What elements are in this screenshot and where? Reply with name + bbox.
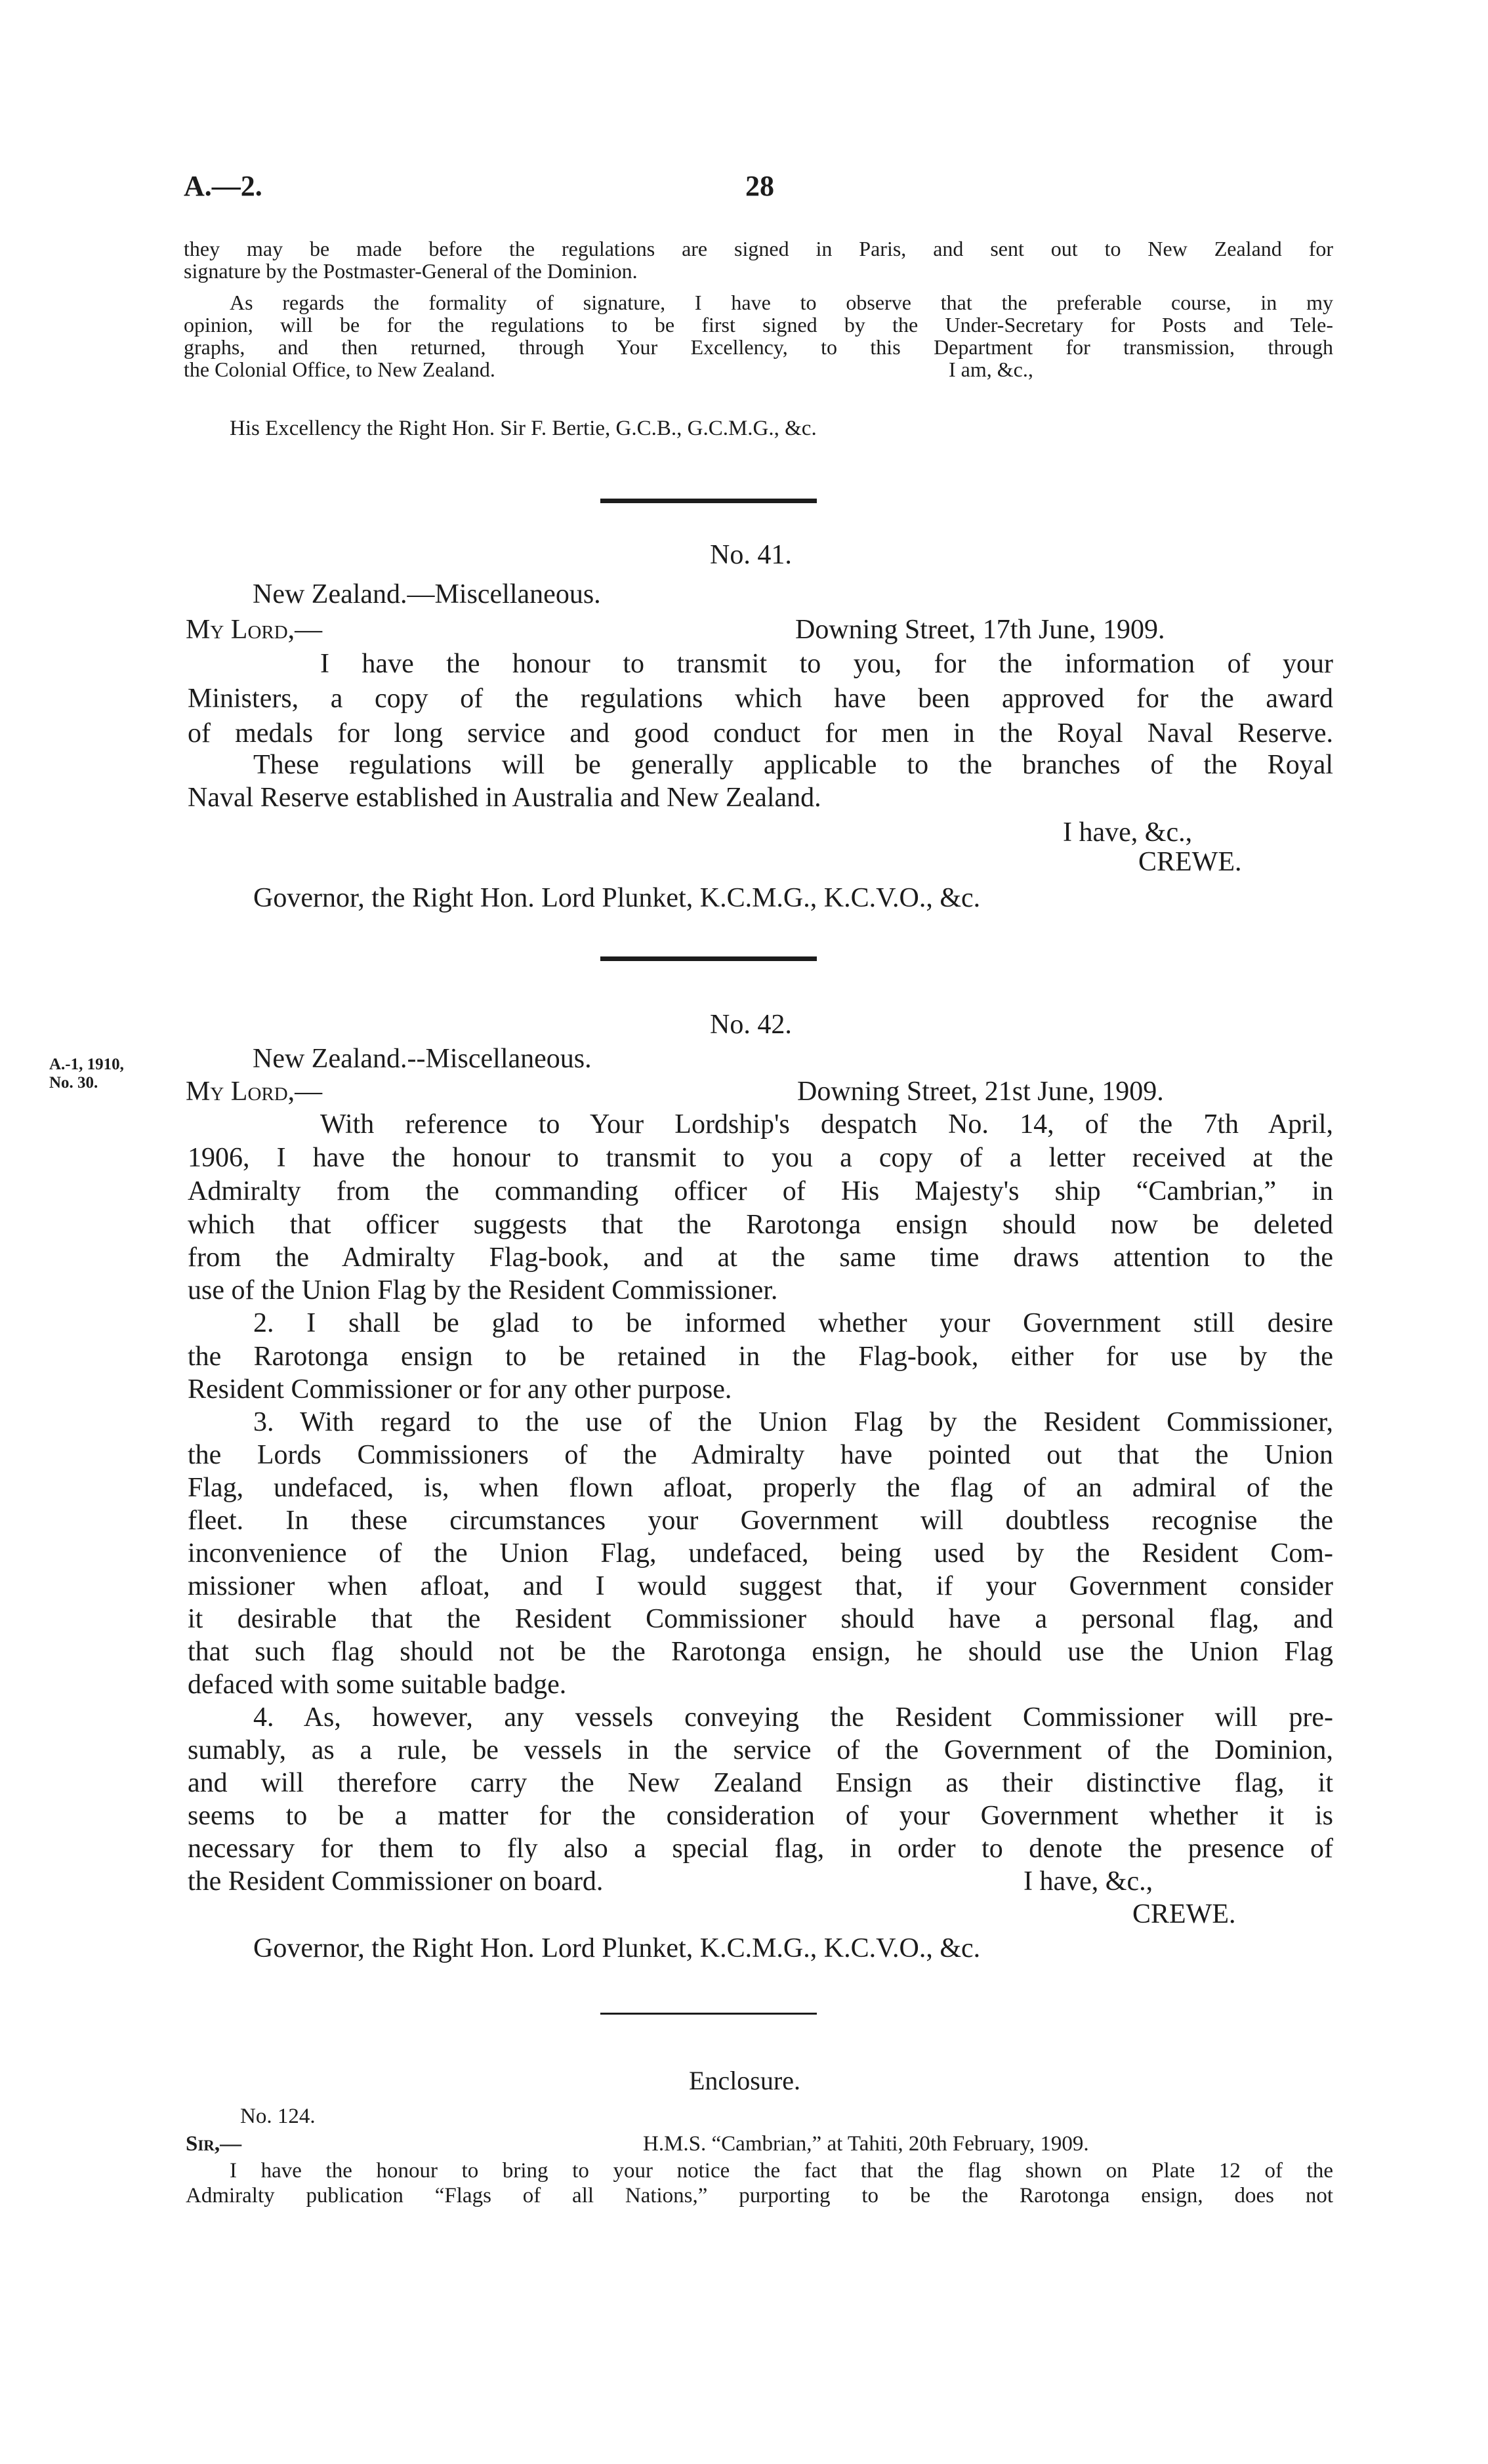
despatch-42-last-line: the Resident Commissioner on board. [188,1866,604,1897]
top-para2-line-2: opinion, will be for the regulations to be first signed by the Under-Secretary for Posts and Tele- [184,313,1333,337]
despatch-42-line-17: that such flag should not be the Rarotonga ensign, he should use the Union Flag [188,1637,1333,1667]
despatch-41-line-4: These regulations will be generally applicable to the branches of the Royal [253,750,1333,780]
despatch-41-signature: CREWE. [1138,847,1242,877]
despatch-42-line-7: 2. I shall be glad to be informed whether your Government still desire [253,1308,1333,1338]
despatch-42-signature: CREWE. [1132,1899,1236,1929]
despatch-42-line-14: inconvenience of the Union Flag, undefaced, being used by the Resident Com- [188,1538,1333,1569]
enclosure-salutation: Sir,— [186,2132,242,2156]
page-number: 28 [745,170,774,202]
section-divider-1 [600,499,817,503]
despatch-42-number: No. 42. [710,1010,792,1040]
despatch-41-closing: I have, &c., [1063,817,1193,848]
top-para2-line-3: graphs, and then returned, through Your Excellency, to this Department for transmission, through [184,335,1333,359]
despatch-42-line-19: 4. As, however, any vessels conveying the Resident Commissioner will pre- [253,1702,1333,1733]
despatch-42-line-2: 1906, I have the honour to transmit to you a copy of a letter received at the [188,1143,1333,1173]
despatch-42-subject: New Zealand.--Miscellaneous. [253,1044,592,1074]
despatch-42-line-11: the Lords Commissioners of the Admiralty have pointed out that the Union [188,1440,1333,1470]
despatch-42-line-16: it desirable that the Resident Commissioner should have a personal flag, and [188,1604,1333,1634]
despatch-42-closing: I have, &c., [1023,1866,1153,1897]
despatch-42-line-18: defaced with some suitable badge. [188,1670,567,1700]
despatch-41-salutation: My Lord,— [186,615,323,645]
enclosure-title: Enclosure. [689,2066,800,2095]
top-line-1: they may be made before the regulations are signed in Paris, and sent out to New Zealand for [184,237,1333,260]
despatch-42-line-6: use of the Union Flag by the Resident Commissioner. [188,1275,778,1305]
margin-reference-line-2: No. 30. [49,1074,98,1092]
top-last-line: the Colonial Office, to New Zealand. [184,358,495,381]
enclosure-place-date: H.M.S. “Cambrian,” at Tahiti, 20th February, 1909. [643,2132,1089,2156]
despatch-42-line-20: sumably, as a rule, be vessels in the service of the Government of the Dominion, [188,1735,1333,1765]
despatch-42-line-15: missioner when afloat, and I would suggest that, if your Government consider [188,1571,1333,1601]
top-addressee: His Excellency the Right Hon. Sir F. Bertie, G.C.B., G.C.M.G., &c. [230,417,817,440]
despatch-41-subject: New Zealand.—Miscellaneous. [253,579,601,609]
despatch-41-line-2: Ministers, a copy of the regulations which have been approved for the award [188,684,1333,714]
despatch-41-place-date: Downing Street, 17th June, 1909. [795,615,1165,645]
despatch-42-line-22: seems to be a matter for the consideration of your Government whether it is [188,1801,1333,1831]
despatch-42-line-3: Admiralty from the commanding officer of His Majesty's ship “Cambrian,” in [188,1176,1333,1206]
section-divider-2 [600,956,817,961]
despatch-42-line-8: the Rarotonga ensign to be retained in the Flag-book, either for use by the [188,1342,1333,1372]
despatch-42-line-9: Resident Commissioner or for any other purpose. [188,1374,732,1405]
despatch-42-line-23: necessary for them to fly also a special flag, in order to denote the presence of [188,1834,1333,1864]
despatch-42-line-13: fleet. In these circumstances your Government will doubtless recognise the [188,1506,1333,1536]
despatch-42-line-5: from the Admiralty Flag-book, and at the same time draws attention to the [188,1242,1333,1273]
margin-reference-line-1: A.-1, 1910, [49,1056,124,1073]
top-para2-line-1: As regards the formality of signature, I have to observe that the preferable course, in my [230,291,1333,314]
section-divider-3 [600,2013,817,2015]
enclosure-number: No. 124. [240,2105,316,2128]
despatch-42-line-1: With reference to Your Lordship's despatch No. 14, of the 7th April, [320,1109,1333,1140]
despatch-42-line-12: Flag, undefaced, is, when flown afloat, properly the flag of an admiral of the [188,1473,1333,1503]
top-line-2: signature by the Postmaster-General of the Dominion. [184,259,638,283]
despatch-42-line-4: which that officer suggests that the Rarotonga ensign should now be deleted [188,1210,1333,1240]
despatch-42-line-21: and will therefore carry the New Zealand Ensign as their distinctive flag, it [188,1768,1333,1798]
despatch-42-place-date: Downing Street, 21st June, 1909. [797,1077,1164,1107]
despatch-41-line-1: I have the honour to transmit to you, for the information of your [320,649,1333,679]
enclosure-line-2: Admiralty publication “Flags of all Nations,” purporting to be the Rarotonga ensign, does not [186,2184,1333,2207]
despatch-42-salutation: My Lord,— [186,1077,323,1107]
despatch-42-addressee: Governor, the Right Hon. Lord Plunket, K.C.M.G., K.C.V.O., &c. [253,1933,981,1963]
despatch-41-addressee: Governor, the Right Hon. Lord Plunket, K.C.M.G., K.C.V.O., &c. [253,883,981,913]
top-closing: I am, &c., [949,358,1033,381]
despatch-41-number: No. 41. [710,540,792,570]
enclosure-line-1: I have the honour to bring to your notice the fact that the flag shown on Plate 12 of the [230,2159,1333,2183]
despatch-42-line-10: 3. With regard to the use of the Union Flag by the Resident Commissioner, [253,1407,1333,1437]
despatch-41-line-3: of medals for long service and good conduct for men in the Royal Naval Reserve. [188,718,1333,749]
page-series: A.—2. [184,170,262,202]
despatch-41-line-5: Naval Reserve established in Australia and New Zealand. [188,783,821,813]
